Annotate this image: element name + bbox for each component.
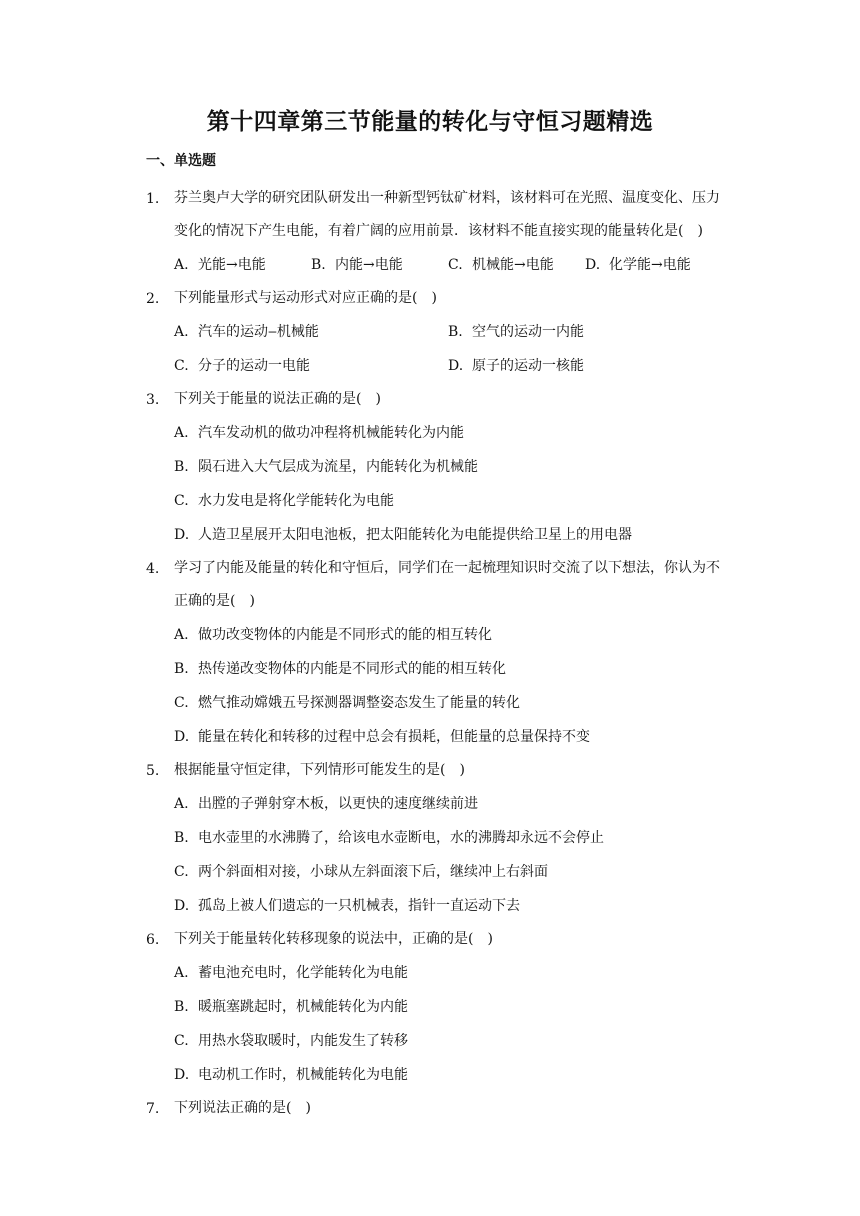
question-stem: 下列说法正确的是( ) (174, 1100, 311, 1116)
option-a: A. 做功改变物体的内能是不同形式的能的相互转化 (174, 627, 492, 643)
option-d: D. 能量在转化和转移的过程中总会有损耗，但能量的总量保持不变 (174, 729, 590, 745)
option-b: B. 内能→电能 (311, 257, 403, 273)
options-column (174, 956, 726, 1092)
question-6 (146, 923, 726, 1092)
question-number: 3. (146, 392, 160, 408)
options-column (174, 787, 726, 923)
question-stem: 学习了内能及能量的转化和守恒后，同学们在一起梳理知识时交流了以下想法，你认为不正确的是( ) (174, 560, 720, 609)
question-stem: 下列能量形式与运动形式对应正确的是( ) (174, 290, 437, 306)
question-number: 6. (146, 932, 160, 948)
question-stem: 下列关于能量的说法正确的是( ) (174, 391, 381, 407)
option-d: D. 化学能→电能 (585, 257, 691, 273)
option-c: C. 机械能→电能 (448, 257, 554, 273)
question-5 (146, 754, 726, 923)
options-row (174, 248, 726, 282)
options-grid (174, 315, 726, 383)
question-stem: 下列关于能量转化转移现象的说法中，正确的是( ) (174, 931, 493, 947)
option-a: A. 出膛的子弹射穿木板，以更快的速度继续前进 (174, 796, 478, 812)
option-d: D. 孤岛上被人们遗忘的一只机械表，指针一直运动下去 (174, 898, 520, 914)
option-c: C. 两个斜面相对接，小球从左斜面滚下后，继续冲上右斜面 (174, 864, 548, 880)
option-c: C. 用热水袋取暖时，内能发生了转移 (174, 1033, 408, 1049)
option-a: A. 汽车的运动‒机械能 (174, 324, 319, 340)
option-c: C. 分子的运动一电能 (174, 358, 310, 374)
option-b: B. 热传递改变物体的内能是不同形式的能的相互转化 (174, 661, 506, 677)
question-3 (146, 383, 726, 552)
question-number: 2. (146, 291, 160, 307)
question-number: 7. (146, 1101, 160, 1117)
options-column (174, 618, 726, 754)
option-c: C. 燃气推动嫦娥五号探测器调整姿态发生了能量的转化 (174, 695, 520, 711)
option-b: B. 陨石进入大气层成为流星，内能转化为机械能 (174, 459, 478, 475)
question-number: 1. (146, 191, 160, 207)
question-list (146, 182, 726, 1125)
option-c: C. 水力发电是将化学能转化为电能 (174, 493, 394, 509)
option-b: B. 空气的运动一内能 (448, 324, 584, 340)
question-4 (146, 552, 726, 754)
option-d: D. 原子的运动一核能 (448, 358, 584, 374)
question-number: 4. (146, 561, 160, 577)
option-d: D. 电动机工作时，机械能转化为电能 (174, 1067, 408, 1083)
question-stem: 芬兰奥卢大学的研究团队研发出一种新型钙钛矿材料，该材料可在光照、温度变化、压力变化的情况下产生电能，有着广阔的应用前景．该材料不能直接实现的能量转化是( ) (174, 190, 720, 239)
option-a: A. 光能→电能 (174, 257, 266, 273)
question-2 (146, 282, 726, 383)
question-1 (146, 182, 726, 282)
option-b: B. 电水壶里的水沸腾了，给该电水壶断电，水的沸腾却永远不会停止 (174, 830, 604, 846)
question-stem: 根据能量守恒定律，下列情形可能发生的是( ) (174, 762, 465, 778)
question-7 (146, 1092, 726, 1125)
option-a: A. 蓄电池充电时，化学能转化为电能 (174, 965, 408, 981)
option-d: D. 人造卫星展开太阳电池板，把太阳能转化为电能提供给卫星上的用电器 (174, 527, 632, 543)
options-column (174, 416, 726, 552)
document-title: 第十四章第三节能量的转化与守恒习题精选 (206, 109, 654, 135)
question-number: 5. (146, 763, 160, 779)
option-b: B. 暖瓶塞跳起时，机械能转化为内能 (174, 999, 408, 1015)
section-heading: 一、单选题 (146, 153, 216, 169)
option-a: A. 汽车发动机的做功冲程将机械能转化为内能 (174, 425, 464, 441)
